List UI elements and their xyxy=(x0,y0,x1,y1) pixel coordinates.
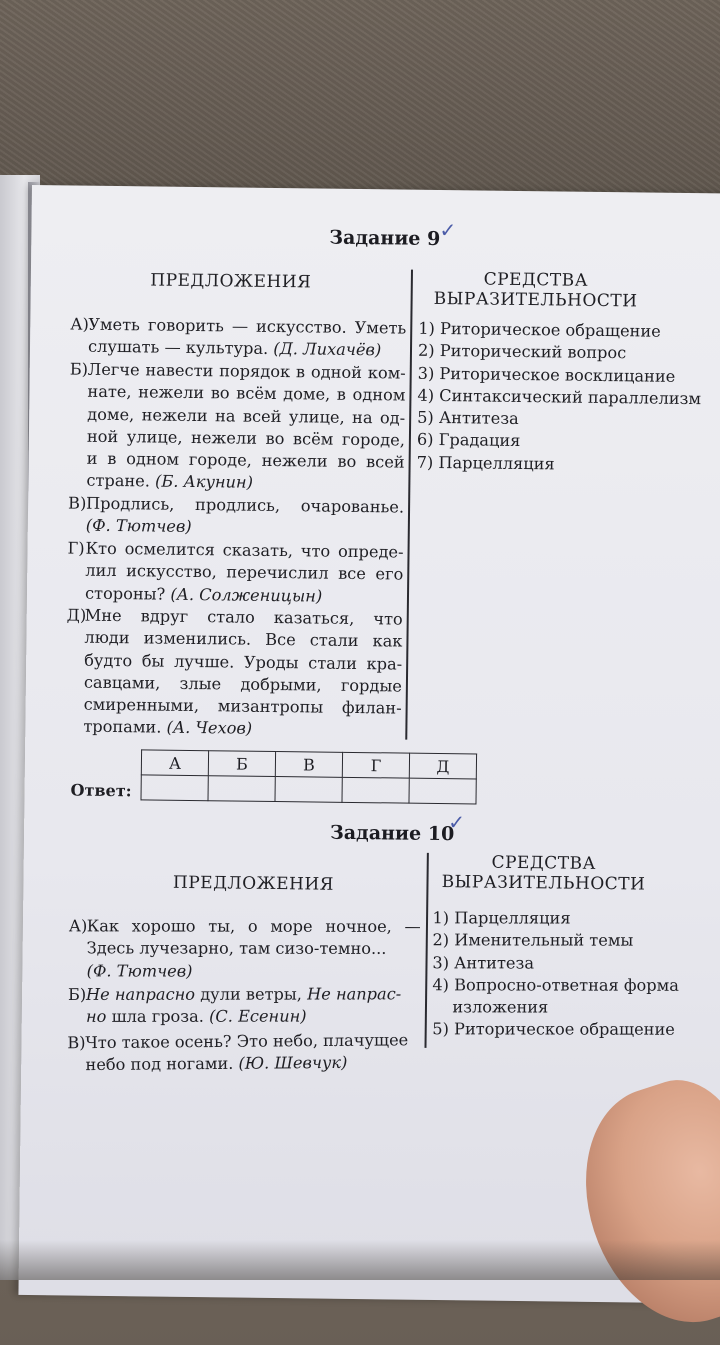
sentence-letter: Г) xyxy=(67,538,85,558)
answer-header-cell: Б xyxy=(208,751,275,777)
means-item: 4) Синтаксический параллелизм xyxy=(417,385,702,409)
answer-header-cell: Г xyxy=(342,752,409,778)
task9-right-header-line2: ВЫРАЗИТЕЛЬНОСТИ xyxy=(433,288,638,312)
sentence-line: люди изменились. Все стали как xyxy=(84,627,403,651)
sentence-author: (Ю. Шевчук) xyxy=(238,1053,348,1074)
task9-check-mark: ✓ xyxy=(439,217,457,243)
task9-right-header xyxy=(421,269,651,312)
task10-sentence-v xyxy=(67,1029,427,1077)
sentence-author: (А. Чехов) xyxy=(166,718,253,739)
sentence-line: нате, нежели во всём доме, в одном xyxy=(87,381,406,405)
task9-sentence-a xyxy=(70,313,407,362)
task9-sentence-g xyxy=(67,537,404,608)
answer-input-cell-d[interactable] xyxy=(409,778,476,804)
sentence-letter: В) xyxy=(68,493,87,513)
bottom-shadow xyxy=(0,1240,720,1280)
sentence-line: будто бы лучше. Уроды стали кра- xyxy=(84,650,403,674)
sentence-line: стране. xyxy=(86,471,156,492)
answer-header-cell: В xyxy=(275,752,342,778)
sentence-line: ной улице, нежели во всём городе, xyxy=(86,426,406,450)
sentence-italic: Не напрасно xyxy=(85,984,196,1004)
means-item: 3) Антитеза xyxy=(432,952,535,973)
sentence-author: (А. Солженицын) xyxy=(170,584,323,606)
sentence-line: Мне вдруг стало казаться, что xyxy=(84,605,403,629)
task9-answer-table xyxy=(140,749,477,804)
sentence-letter: Б) xyxy=(67,984,87,1004)
answer-header-cell: А xyxy=(141,750,208,776)
carpet-background xyxy=(0,0,720,200)
task9-answer-label: Ответ: xyxy=(70,780,132,801)
means-item: 2) Риторический вопрос xyxy=(417,341,627,363)
sentence-line: лил искусство, перечислил все его xyxy=(85,560,404,584)
sentence-italic: Не напрас- xyxy=(307,984,402,1004)
means-item: 1) Парцелляция xyxy=(432,908,571,928)
sentence-line: Уметь говорить — искусство. Уметь xyxy=(88,314,407,338)
sentence-line: доме, нежели на всей улице, на од- xyxy=(87,404,406,428)
task10-right-header-line2: ВЫРАЗИТЕЛЬНОСТИ xyxy=(441,872,646,895)
means-item: 5) Антитеза xyxy=(417,407,519,429)
answer-input-cell-b[interactable] xyxy=(208,776,275,802)
means-item: 1) Риторическое обращение xyxy=(418,318,661,341)
sentence-text: шла гроза. xyxy=(106,1007,210,1027)
means-item: 5) Риторическое обращение xyxy=(432,1019,675,1040)
task9-sentence-v xyxy=(68,492,405,541)
task10-right-header xyxy=(433,852,653,895)
task9-means-list xyxy=(417,318,719,478)
task10-left-header: ПРЕДЛОЖЕНИЯ xyxy=(172,872,335,895)
sentence-letter: Д) xyxy=(66,605,87,625)
task10-means-list xyxy=(432,907,692,1041)
sentence-text: дули ветры, xyxy=(195,984,308,1004)
task10-right-header-line1: СРЕДСТВА xyxy=(491,852,597,874)
sentence-line: Продлись, продлись, очарованье. xyxy=(86,493,405,517)
sentence-letter: А) xyxy=(68,916,88,936)
task9-right-header-line1: СРЕДСТВА xyxy=(483,269,589,291)
sentence-line: савцами, злые добрыми, гордые xyxy=(83,672,403,696)
sentence-author: (Б. Акунин) xyxy=(154,472,254,493)
means-item: изложения xyxy=(452,997,549,1017)
sentence-letter: А) xyxy=(70,314,89,334)
sentence-author: (Ф. Тютчев) xyxy=(85,515,192,537)
sentence-letter: Б) xyxy=(69,359,89,379)
task10-title: Задание 10 xyxy=(329,821,455,846)
sentence-italic: но xyxy=(85,1007,107,1027)
sentence-line: Кто осмелится сказать, что опреде- xyxy=(85,538,404,562)
sentence-line: и в одном городе, нежели во всей xyxy=(86,448,405,472)
sentence-line: стороны? xyxy=(84,583,171,604)
task10-check-mark: ✓ xyxy=(448,810,466,835)
sentence-line: Здесь лучезарно, там сизо-темно... xyxy=(86,938,387,959)
task9-left-header: ПРЕДЛОЖЕНИЯ xyxy=(150,270,312,293)
sentence-line: Легче навести порядок в одной ком- xyxy=(87,359,406,383)
answer-input-cell-v[interactable] xyxy=(275,777,342,803)
means-item: 4) Вопросно-ответная форма xyxy=(432,975,679,995)
task10-column-divider xyxy=(424,853,428,1048)
sentence-letter: В) xyxy=(67,1033,86,1053)
sentence-author: (С. Есенин) xyxy=(209,1006,307,1027)
sentence-line: слушать — культура. xyxy=(87,336,274,359)
task9-title: Задание 9 xyxy=(329,226,441,250)
answer-header-cell: Д xyxy=(409,753,476,779)
sentence-author: (Ф. Тютчев) xyxy=(86,960,193,981)
task9-column-divider xyxy=(405,270,412,740)
sentence-line: Как хорошо ты, о море ночное, — xyxy=(86,916,421,936)
sentence-line: небо под ногами. xyxy=(85,1054,239,1075)
sentence-line: смиренными, мизантропы филан- xyxy=(83,694,402,718)
task9-sentence-b xyxy=(68,358,406,496)
task10-sentence-b xyxy=(68,983,420,1028)
means-item: 2) Именительный темы xyxy=(432,930,634,950)
sentence-line: тропами. xyxy=(83,717,167,738)
sentence-author: (Д. Лихачёв) xyxy=(273,339,382,360)
means-item: 7) Парцелляция xyxy=(416,452,555,474)
task10-sentence-a xyxy=(69,915,421,983)
answer-input-cell-a[interactable] xyxy=(141,775,208,801)
sentence-line: Что такое осень? Это небо, плачущее xyxy=(85,1030,409,1053)
answer-input-cell-g[interactable] xyxy=(342,777,409,803)
means-item: 6) Градация xyxy=(416,430,521,451)
means-item: 3) Риторическое восклицание xyxy=(417,363,676,386)
task9-sentence-d xyxy=(65,604,403,742)
